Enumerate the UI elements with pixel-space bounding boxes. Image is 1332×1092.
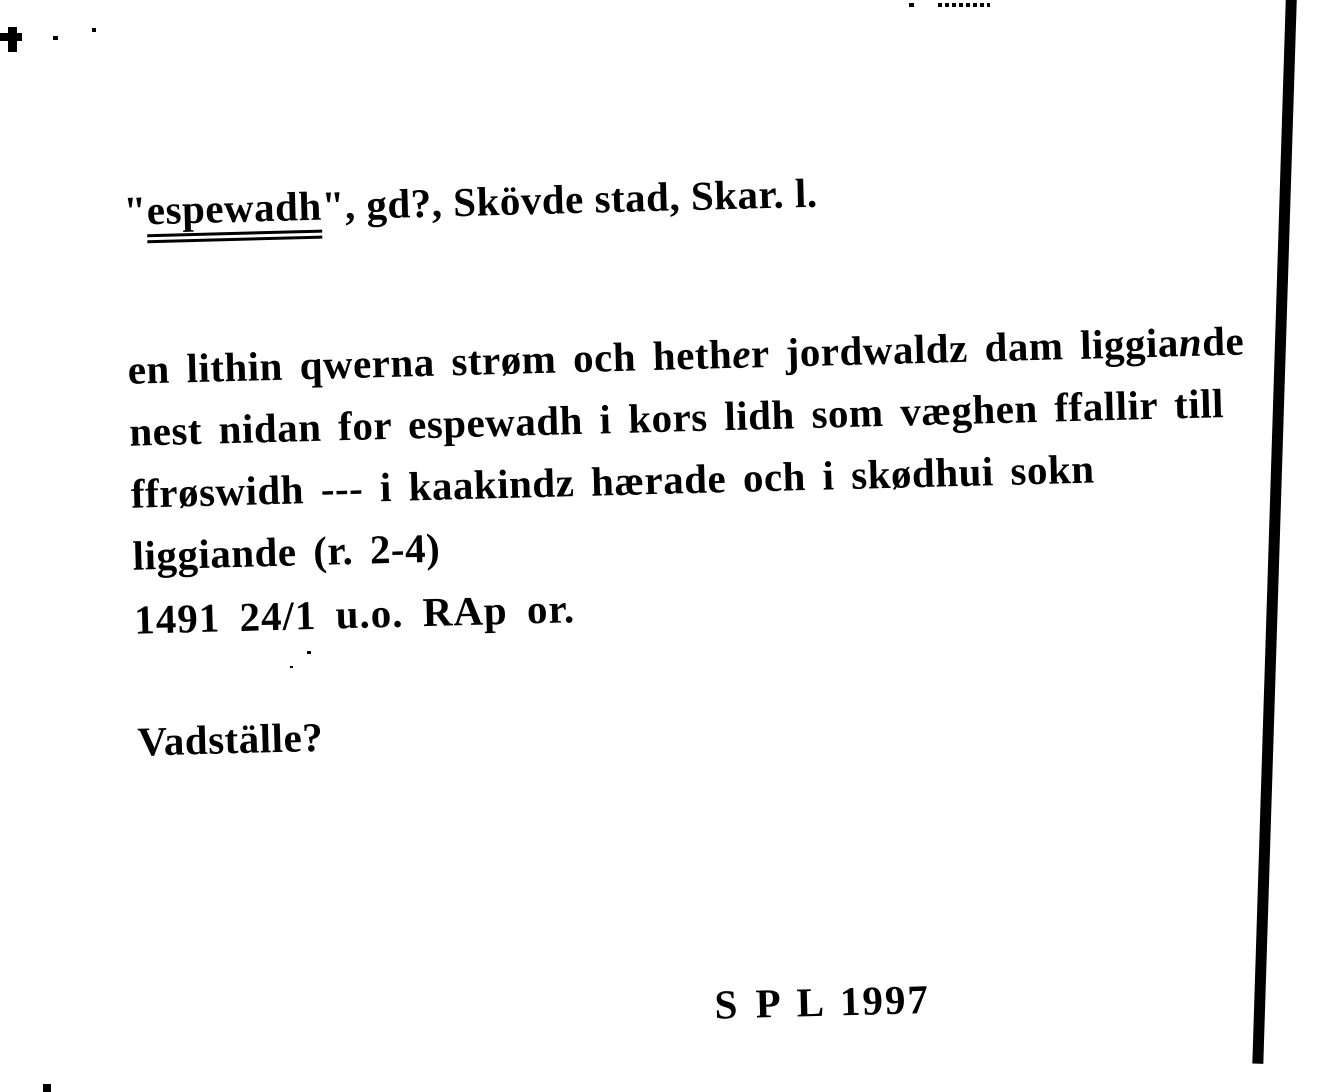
query-note: Vadställe? [136, 713, 324, 765]
headword-underlined: espewadh [146, 183, 322, 244]
excerpt-text-italic: n [1178, 318, 1203, 366]
headword-open-quote: " [122, 187, 148, 234]
excerpt-text-italic: e [731, 330, 752, 377]
excerpt-text: de [1201, 317, 1245, 365]
headword-line-rest: ", gd?, Skövde stad, Skar. l. [321, 169, 819, 229]
excerpt-text: liggiande (r. 2-4) [131, 524, 441, 579]
excerpt-block [127, 310, 1250, 587]
signature-line: S P L 1997 [713, 976, 931, 1028]
excerpt-text: en lithin qwerna strøm och heth [127, 330, 733, 393]
excerpt-text: r jordwaldz dam liggia [750, 319, 1180, 377]
source-reference-line: 1491 24/1 u.o. RAp or. [133, 585, 576, 643]
excerpt-text: ffrøswidh --- i kaakindz hærade och i skødhui sokn [130, 445, 1096, 517]
excerpt-text: nest nidan for espewadh i kors lidh som væghen ffallir till [128, 380, 1225, 455]
headword-line [123, 169, 818, 235]
